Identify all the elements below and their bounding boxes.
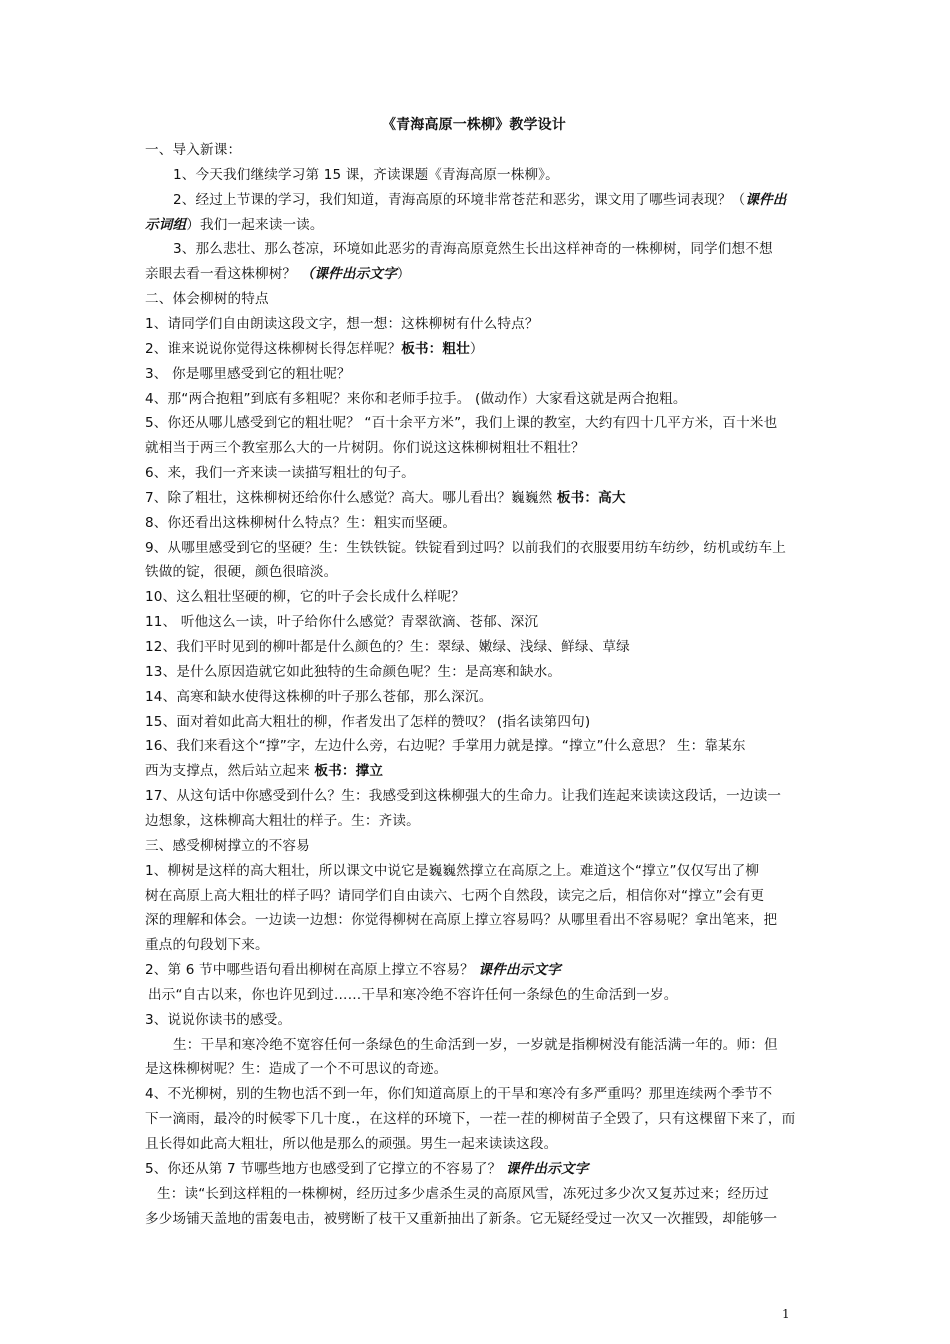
text-line-q15 bbox=[145, 710, 590, 735]
text-segment: 多少场铺天盖地的雷轰电击，被劈断了枝干又重新抽出了新条。它无疑经受过一次又一次摧毁，却能够一 bbox=[145, 1211, 778, 1227]
text-segment: 亲眼去看一看这株柳树？ bbox=[145, 266, 301, 282]
text-line-q14 bbox=[145, 685, 492, 710]
text-line-r3sb bbox=[145, 1057, 447, 1082]
text-line-r1d bbox=[145, 933, 269, 958]
text-segment: 3、 你是哪里感受到它的粗壮呢？ bbox=[145, 366, 351, 382]
text-segment: 1、柳树是这样的高大粗壮，所以课文中说它是巍巍然撑立在高原之上。难道这个“撑立”仅仅写出了柳 bbox=[145, 863, 760, 879]
emphasis-text: 课件出示文字 bbox=[478, 962, 561, 978]
text-segment: 4、不光柳树，别的生物也活不到一年，你们知道高原上的干旱和寒冷有多严重吗？那里连续两个季节不 bbox=[145, 1086, 773, 1102]
text-segment: 三、感受柳树撑立的不容易 bbox=[145, 838, 310, 854]
text-segment: 14、高寒和缺水使得这株柳的叶子那么苍郁，那么深沉。 bbox=[145, 689, 493, 705]
text-segment: 是这株柳树呢？生：造成了一个不可思议的奇迹。 bbox=[145, 1061, 448, 1077]
text-segment: 12、我们平时见到的柳叶都是什么颜色的？生：翠绿、嫩绿、浅绿、鲜绿、草绿 bbox=[145, 639, 630, 655]
text-segment: 7、除了粗壮，这株柳树还给你什么感觉？高大。哪儿看出？巍巍然 bbox=[145, 490, 557, 506]
text-segment: 且长得如此高大粗壮，所以他是那么的顽强。男生一起来读读这段。 bbox=[145, 1136, 558, 1152]
text-line-h3 bbox=[145, 834, 310, 859]
text-segment: 17、从这句话中你感受到什么？生：我感受到这株柳强大的生命力。让我们连起来读读这段话，一边读一 bbox=[145, 788, 782, 804]
emphasis-text: 板书：高大 bbox=[556, 490, 626, 506]
text-line-r1b bbox=[145, 884, 764, 909]
text-line-q5a bbox=[145, 411, 777, 436]
text-segment: 重点的句段划下来。 bbox=[145, 937, 269, 953]
text-line-q2 bbox=[145, 337, 484, 362]
text-segment: 二、体会柳树的特点 bbox=[145, 291, 269, 307]
text-segment: 9、从哪里感受到它的坚硬？生：生铁铁锭。铁锭看到过吗？以前我们的衣服要用纺车纺纱，纺机或纺车上 bbox=[145, 540, 787, 556]
text-segment: 4、那“两合抱粗”到底有多粗呢？来你和老师手拉手。 (做动作）大家看这就是两合抱粗。 bbox=[145, 391, 687, 407]
text-line-r4a bbox=[145, 1082, 772, 1107]
text-line-r1a bbox=[145, 859, 759, 884]
text-segment: 西为支撑点，然后站立起来 bbox=[145, 763, 315, 779]
text-segment: 8、你还看出这株柳树什么特点？生：粗实而坚硬。 bbox=[145, 515, 457, 531]
text-line-q16b bbox=[145, 759, 383, 784]
text-line-q9a bbox=[145, 536, 786, 561]
text-line-q9b bbox=[145, 560, 337, 585]
emphasis-text: 板书：撑立 bbox=[314, 763, 384, 779]
text-segment: 2、经过上节课的学习，我们知道，青海高原的环境非常苍茫和恶劣，课文用了哪些词表现？（ bbox=[173, 192, 746, 208]
text-line-h2 bbox=[145, 287, 269, 312]
text-segment: ） bbox=[469, 341, 484, 357]
text-segment: 5、你还从第 7 节哪些地方也感受到了它撑立的不容易了？ bbox=[145, 1161, 506, 1177]
text-line-q6 bbox=[145, 461, 415, 486]
text-segment: 深的理解和体会。一边读一边想：你觉得柳树在高原上撑立容易吗？从哪里看出不容易呢？拿出笔来，把 bbox=[145, 912, 778, 928]
text-line-q12 bbox=[145, 635, 630, 660]
text-line-q13 bbox=[145, 660, 561, 685]
emphasis-text: 板书：粗壮 bbox=[401, 341, 470, 357]
text-segment: 边想象，这株柳高大粗壮的样子。生：齐读。 bbox=[145, 813, 420, 829]
text-segment: 10、这么粗壮坚硬的柳，它的叶子会长成什么样呢？ bbox=[145, 589, 465, 605]
text-segment: 铁做的锭，很硬，颜色很暗淡。 bbox=[145, 564, 338, 580]
text-line-q8 bbox=[145, 511, 456, 536]
text-segment: 下一滴雨，最冷的时候零下几十度.，在这样的环境下，一茬一茬的柳树苗子全毁了，只有这棵留下来了，而 bbox=[145, 1111, 796, 1127]
text-line-q16a bbox=[145, 734, 746, 759]
text-line-l2a bbox=[173, 188, 787, 213]
emphasis-text: 课件出示文字 bbox=[505, 1161, 589, 1177]
text-line-q3 bbox=[145, 362, 351, 387]
document-title: 《青海高原一株柳》教学设计 bbox=[382, 117, 566, 133]
text-segment: 2、第 6 节中哪些语句看出柳树在高原上撑立不容易？ bbox=[145, 962, 479, 978]
text-line-r3 bbox=[145, 1008, 291, 1033]
text-line-r4c bbox=[145, 1132, 557, 1157]
text-segment: 树在高原上高大粗壮的样子吗？请同学们自由读六、七两个自然段，读完之后，相信你对“撑立”会有更 bbox=[145, 888, 765, 904]
emphasis-text: 示词组 bbox=[145, 217, 187, 233]
text-segment: 3、说说你读书的感受。 bbox=[145, 1012, 292, 1028]
text-segment: 11、 听他这么一读，叶子给你什么感觉？青翠欲滴、苍郁、深沉 bbox=[145, 614, 539, 630]
text-line-r5sa bbox=[157, 1182, 769, 1207]
page-number: 1 bbox=[782, 1307, 790, 1321]
text-segment: 2、谁来说说你觉得这株柳树长得怎样呢？ bbox=[145, 341, 402, 357]
text-line-r4b bbox=[145, 1107, 795, 1132]
text-segment: ）我们一起来读一读。 bbox=[186, 217, 324, 233]
text-segment: 一、导入新课： bbox=[145, 142, 242, 158]
text-line-q17b bbox=[145, 809, 420, 834]
text-segment: 1、今天我们继续学习第 15 课，齐读课题《青海高原一株柳》。 bbox=[173, 167, 559, 183]
text-segment: 生：干旱和寒冷绝不宽容任何一条绿色的生命活到一岁，一岁就是指柳树没有能活满一年的。师：但 bbox=[173, 1037, 778, 1053]
text-line-q7 bbox=[145, 486, 626, 511]
text-line-r5 bbox=[145, 1157, 588, 1182]
text-line-r1c bbox=[145, 908, 777, 933]
text-line-l3a bbox=[173, 237, 773, 262]
emphasis-text: （课件出示文字 bbox=[300, 266, 397, 282]
text-line-q11 bbox=[145, 610, 538, 635]
emphasis-text: 课件出 bbox=[745, 192, 787, 208]
text-line-r5sb bbox=[145, 1207, 777, 1232]
text-segment: 3、那么悲壮、那么苍凉，环境如此恶劣的青海高原竟然生长出这样神奇的一株柳树，同学们想不想 bbox=[173, 241, 773, 257]
text-segment: 15、面对着如此高大粗壮的柳，作者发出了怎样的赞叹？ (指名读第四句) bbox=[145, 714, 591, 730]
text-line-r3sa bbox=[173, 1033, 778, 1058]
text-segment: 生：读“长到这样粗的一株柳树，经历过多少虐杀生灵的高原风雪，冻死过多少次又复苏过来；经历过 bbox=[157, 1186, 769, 1202]
text-line-h1 bbox=[145, 138, 241, 163]
text-line-q1 bbox=[145, 312, 539, 337]
text-line-q5b bbox=[145, 436, 585, 461]
text-line-l3b bbox=[145, 262, 411, 287]
text-segment: 13、是什么原因造就它如此独特的生命颜色呢？生：是高寒和缺水。 bbox=[145, 664, 562, 680]
text-line-q4 bbox=[145, 387, 687, 412]
text-line-r2 bbox=[145, 958, 561, 983]
text-segment: 1、请同学们自由朗读这段文字，想一想：这株柳树有什么特点？ bbox=[145, 316, 539, 332]
text-segment: 5、你还从哪儿感受到它的粗壮呢？ “百十余平方米”，我们上课的教室，大约有四十几平方米，百十米也 bbox=[145, 415, 778, 431]
text-segment: 6、来，我们一齐来读一读描写粗壮的句子。 bbox=[145, 465, 415, 481]
text-line-l2b bbox=[145, 213, 324, 238]
text-line-q17a bbox=[145, 784, 781, 809]
text-line-r2s bbox=[148, 983, 677, 1008]
text-segment: 16、我们来看这个“撑”字，左边什么旁，右边呢？手掌用力就是撑。“撑立”什么意思？ 生：靠某东 bbox=[145, 738, 746, 754]
text-segment: ） bbox=[396, 266, 411, 282]
text-segment: 出示“自古以来，你也许见到过……干旱和寒冷绝不容许任何一条绿色的生命活到一岁。 bbox=[148, 987, 678, 1003]
text-segment: 就相当于两三个教室那么大的一片树阴。你们说这这株柳树粗壮不粗壮？ bbox=[145, 440, 585, 456]
text-line-q10 bbox=[145, 585, 465, 610]
text-line-l1 bbox=[173, 163, 559, 188]
